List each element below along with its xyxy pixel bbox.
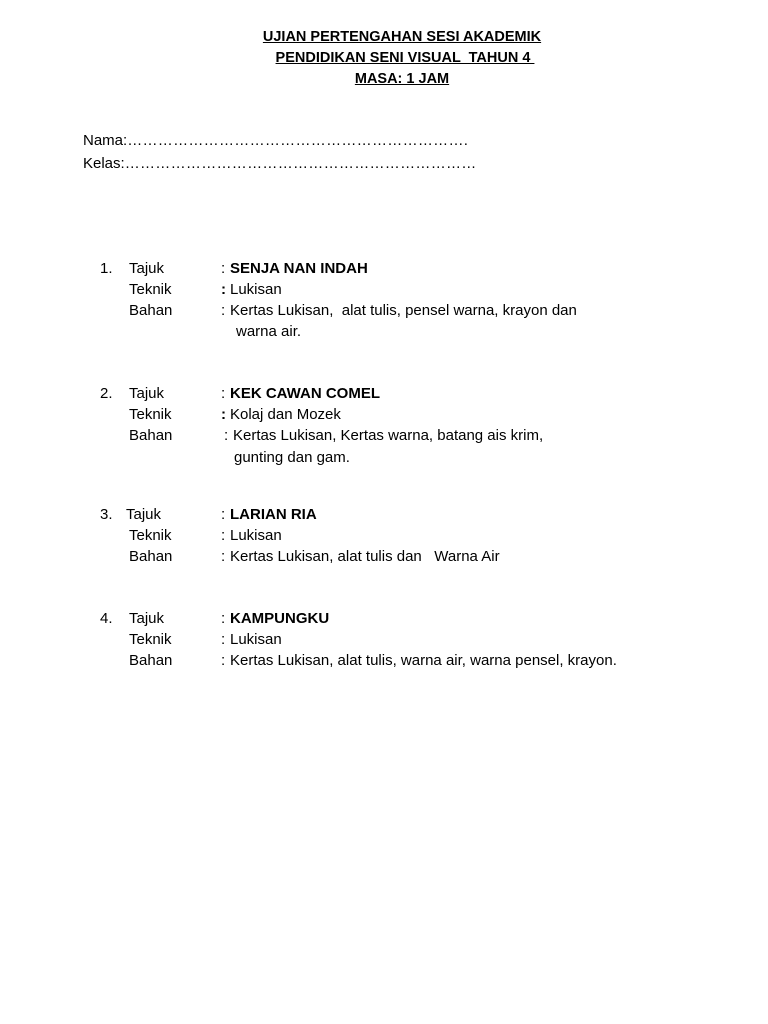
exam-title: UJIAN PERTENGAHAN SESI AKADEMIK	[262, 29, 542, 45]
name-label: Nama:	[83, 132, 128, 149]
teknik-label: Teknik	[129, 281, 172, 298]
subject-title: PENDIDIKAN SENI VISUAL TAHUN 4	[275, 50, 535, 66]
colon: :	[221, 281, 226, 298]
colon: :	[221, 506, 226, 523]
teknik-value: Lukisan	[230, 527, 282, 544]
teknik-label: Teknik	[129, 527, 172, 544]
bahan-value-cont: warna air.	[236, 323, 302, 340]
bahan-value: Kertas Lukisan, alat tulis, warna air, warna pensel, krayon.	[230, 652, 617, 669]
tajuk-value: KEK CAWAN COMEL	[230, 385, 380, 402]
tajuk-value: KAMPUNGKU	[230, 610, 330, 627]
colon: :	[221, 260, 226, 277]
teknik-value: Kolaj dan Mozek	[230, 406, 341, 423]
colon: :	[221, 527, 226, 544]
teknik-label: Teknik	[129, 406, 172, 423]
item-number: 1.	[100, 260, 113, 277]
bahan-label: Bahan	[129, 427, 173, 444]
item-number: 3.	[100, 506, 113, 523]
class-blank: ……………………………………………………………	[124, 155, 477, 172]
item-number: 2.	[100, 385, 113, 402]
document-header	[0, 27, 768, 90]
bahan-value: Kertas Lukisan, alat tulis, pensel warna, krayon dan	[230, 302, 577, 319]
colon: :	[221, 406, 226, 423]
name-blank: ………………………………………………………….	[127, 132, 469, 149]
colon: :	[221, 302, 226, 319]
exam-duration: MASA: 1 JAM	[354, 71, 450, 87]
bahan-value-cont: gunting dan gam.	[234, 449, 350, 466]
colon: :	[221, 652, 226, 669]
teknik-value: Lukisan	[230, 631, 282, 648]
colon: :	[221, 631, 226, 648]
teknik-label: Teknik	[129, 631, 172, 648]
tajuk-label: Tajuk	[129, 610, 165, 627]
teknik-value: Lukisan	[230, 281, 282, 298]
bahan-label: Bahan	[129, 652, 173, 669]
class-field	[83, 154, 477, 174]
tajuk-label: Tajuk	[129, 385, 165, 402]
bahan-label: Bahan	[129, 302, 173, 319]
colon: :	[224, 427, 229, 444]
bahan-label: Bahan	[129, 548, 173, 565]
colon: :	[221, 610, 226, 627]
bahan-value: Kertas Lukisan, Kertas warna, batang ais krim,	[233, 427, 544, 444]
tajuk-label: Tajuk	[129, 260, 165, 277]
colon: :	[221, 548, 226, 565]
class-label: Kelas:	[83, 155, 125, 172]
colon: :	[221, 385, 226, 402]
tajuk-value: SENJA NAN INDAH	[230, 260, 368, 277]
bahan-value: Kertas Lukisan, alat tulis dan Warna Air	[230, 548, 500, 565]
tajuk-label: Tajuk	[126, 506, 162, 523]
tajuk-value: LARIAN RIA	[230, 506, 317, 523]
name-field	[83, 131, 468, 151]
item-number: 4.	[100, 610, 113, 627]
